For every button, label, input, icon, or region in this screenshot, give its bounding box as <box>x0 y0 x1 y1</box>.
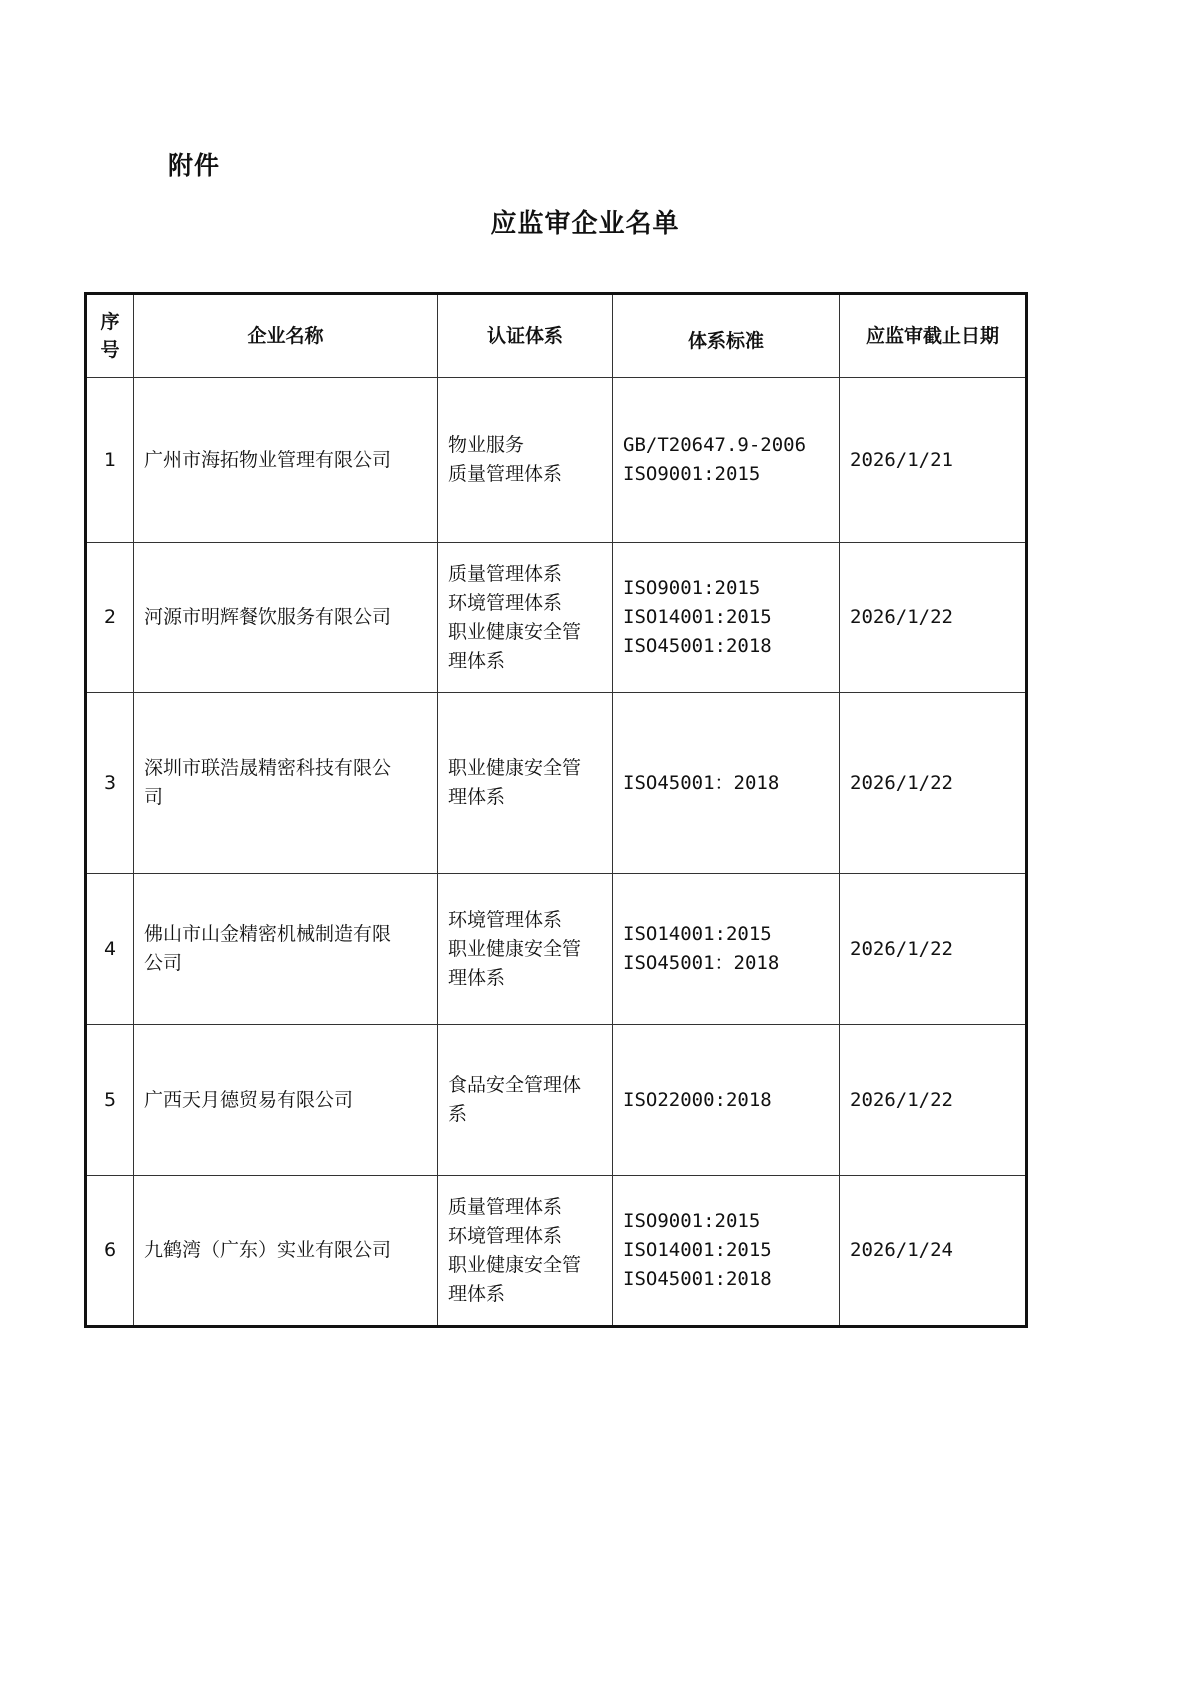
cell-standard <box>613 1176 840 1327</box>
cell-cert-system <box>438 543 613 693</box>
enterprise-list-table <box>84 292 1028 1328</box>
company-line: 深圳市联浩晟精密科技有限公 <box>144 757 392 779</box>
header-deadline: 应监审截止日期 <box>840 294 1027 378</box>
cell-cert-system <box>438 874 613 1025</box>
cell-standard <box>613 693 840 874</box>
cell-company <box>134 378 438 543</box>
page-title: 应监审企业名单 <box>490 209 680 239</box>
cert-system-line: 职业健康安全管 <box>448 757 582 779</box>
cell-standard <box>613 378 840 543</box>
cell-standard <box>613 543 840 693</box>
cell-company <box>134 874 438 1025</box>
cert-system-line: 理体系 <box>448 1282 506 1305</box>
cert-system-line: 物业服务 <box>448 434 525 456</box>
standard-line: ISO45001:2018 <box>623 635 772 657</box>
standard-line: ISO45001:2018 <box>623 1268 772 1290</box>
standard-line: GB/T20647.9-2006 <box>623 434 807 456</box>
cert-system-line: 系 <box>448 1103 468 1125</box>
company-line: 佛山市山金精密机械制造有限 <box>144 923 392 945</box>
cell-seq: 6 <box>86 1176 134 1327</box>
company-line: 九鹤湾（广东）实业有限公司 <box>144 1239 392 1261</box>
cert-system-line: 环境管理体系 <box>448 1224 563 1247</box>
company-line: 广州市海拓物业管理有限公司 <box>144 448 392 471</box>
cert-system-line: 质量管理体系 <box>448 463 563 485</box>
company-line: 广西天月德贸易有限公司 <box>144 1088 354 1111</box>
cert-system-line: 职业健康安全管 <box>448 620 582 643</box>
header-seq: 序 号 <box>86 294 134 378</box>
cell-standard <box>613 874 840 1025</box>
cert-system-line: 理体系 <box>448 786 506 808</box>
cert-system-line: 理体系 <box>448 649 506 672</box>
standard-line: ISO14001:2015 <box>623 606 772 628</box>
company-line: 司 <box>144 786 164 808</box>
cell-seq: 5 <box>86 1025 134 1176</box>
standard-line: ISO22000:2018 <box>623 1088 772 1111</box>
cert-system-line: 环境管理体系 <box>448 908 563 931</box>
company-line: 河源市明辉餐饮服务有限公司 <box>144 606 392 628</box>
cert-system-line: 质量管理体系 <box>448 1195 563 1218</box>
cell-seq: 2 <box>86 543 134 693</box>
cell-seq: 1 <box>86 378 134 543</box>
table-row <box>86 693 1027 874</box>
header-cert-system: 认证体系 <box>438 294 613 378</box>
table-row <box>86 378 1027 543</box>
cell-company <box>134 1025 438 1176</box>
cell-deadline: 2026/1/22 <box>840 1025 1027 1176</box>
standard-line: ISO9001:2015 <box>623 1210 761 1232</box>
cell-cert-system <box>438 1025 613 1176</box>
cell-deadline: 2026/1/22 <box>840 693 1027 874</box>
cert-system-line: 质量管理体系 <box>448 562 563 585</box>
attachment-label: 附件 <box>168 151 221 180</box>
cell-company <box>134 1176 438 1327</box>
cert-system-line: 理体系 <box>448 966 506 989</box>
table-row <box>86 543 1027 693</box>
cell-cert-system <box>438 1176 613 1327</box>
cell-cert-system <box>438 378 613 543</box>
standard-line: ISO45001：2018 <box>623 771 780 794</box>
cert-system-line: 食品安全管理体 <box>448 1074 582 1096</box>
cell-company <box>134 693 438 874</box>
table-row <box>86 874 1027 1025</box>
standard-line: ISO14001:2015 <box>623 923 772 945</box>
header-company: 企业名称 <box>134 294 438 378</box>
cell-seq: 3 <box>86 693 134 874</box>
table-row <box>86 1176 1027 1327</box>
standard-line: ISO45001：2018 <box>623 952 780 974</box>
cell-deadline: 2026/1/22 <box>840 543 1027 693</box>
standard-line: ISO14001:2015 <box>623 1239 772 1261</box>
cell-deadline: 2026/1/22 <box>840 874 1027 1025</box>
cell-seq: 4 <box>86 874 134 1025</box>
company-line: 公司 <box>144 952 183 974</box>
cell-deadline: 2026/1/24 <box>840 1176 1027 1327</box>
cell-company <box>134 543 438 693</box>
cert-system-line: 环境管理体系 <box>448 591 563 614</box>
header-standard: 体系标准 <box>613 294 840 378</box>
table-header-row <box>86 294 1027 378</box>
cert-system-line: 职业健康安全管 <box>448 1253 582 1276</box>
cell-standard <box>613 1025 840 1176</box>
standard-line: ISO9001:2015 <box>623 577 761 599</box>
standard-line: ISO9001:2015 <box>623 463 761 485</box>
cell-deadline: 2026/1/21 <box>840 378 1027 543</box>
cell-cert-system <box>438 693 613 874</box>
table-row <box>86 1025 1027 1176</box>
cert-system-line: 职业健康安全管 <box>448 937 582 960</box>
